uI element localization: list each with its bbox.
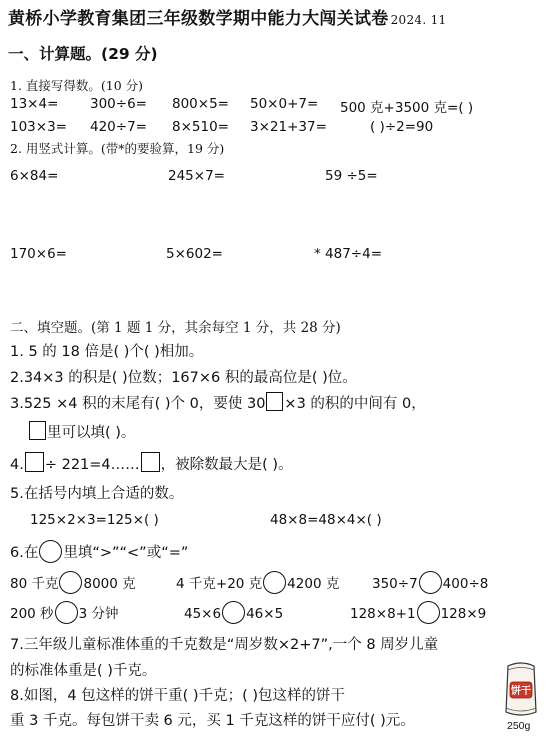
calc-item: 3×21+37=: [250, 119, 327, 135]
vertical-calc-item: 59 ÷5=: [325, 168, 378, 184]
compare-left: 4 千克+20 克: [176, 576, 263, 592]
fill-q1: 1. 5 的 18 倍是( )个( )相加。: [10, 344, 204, 360]
section1-heading: 一、计算题。(29 分): [8, 45, 158, 63]
fill-q4: [10, 452, 293, 474]
q2-label: 2. 用竖式计算。(带*的要验算，19 分): [10, 141, 225, 156]
q1-label: 1. 直接写得数。(10 分): [10, 78, 144, 93]
fill-q3: [10, 392, 426, 413]
compare-right: 4200 克: [287, 576, 340, 592]
compare-left: 45×6: [184, 606, 222, 622]
calc-item: ( )÷2=90: [370, 119, 434, 135]
fill-q5b: 48×8=48×4×( ): [270, 512, 382, 528]
fill-q3-text: 3.525 ×4 积的末尾有( )个 0，要使 30: [10, 396, 266, 412]
fill-q5a: 125×2×3=125×( ): [30, 512, 159, 528]
compare-circle[interactable]: [417, 601, 440, 624]
calc-item: 13×4=: [10, 96, 59, 112]
vertical-calc-item: * 487÷4=: [314, 246, 383, 262]
vertical-calc-item: 170×6=: [10, 246, 67, 262]
vertical-calc-item: 5×602=: [166, 246, 223, 262]
title-text: 黄桥小学教育集团三年级数学期中能力大闯关试卷: [8, 9, 389, 29]
cookie-brand-text: 饼干: [511, 686, 531, 697]
compare-item: [10, 601, 118, 624]
compare-right: 128×9: [440, 606, 487, 622]
compare-item: [176, 571, 339, 594]
compare-left: 200 秒: [10, 606, 54, 622]
calc-item: 50×0+7=: [250, 96, 319, 112]
fill-q6: [10, 540, 188, 563]
answer-box[interactable]: [141, 452, 160, 472]
compare-circle[interactable]: [59, 571, 82, 594]
fill-q3-text: 里可以填( )。: [47, 425, 136, 441]
compare-left: 128×8+1: [350, 606, 416, 622]
fill-q4-text: 4.: [10, 457, 24, 473]
section2-heading: 二、填空题。(第 1 题 1 分，其余每空 1 分，共 28 分): [10, 320, 341, 336]
fill-q7-line2: 的标准体重是( )千克。: [10, 663, 157, 679]
compare-item: [184, 601, 283, 624]
calc-item: 500 克+3500 克=( ): [340, 100, 474, 116]
cookie-package-image: [500, 660, 542, 720]
compare-item: [10, 571, 136, 594]
compare-right: 400÷8: [442, 576, 489, 592]
calc-item: 103×3=: [10, 119, 67, 135]
fill-q5: 5.在括号内填上合适的数。: [10, 486, 184, 502]
answer-box[interactable]: [29, 421, 46, 440]
compare-left: 350÷7: [372, 576, 418, 592]
vertical-calc-item: 6×84=: [10, 168, 59, 184]
compare-circle[interactable]: [419, 571, 442, 594]
calc-item: 800×5=: [172, 96, 229, 112]
compare-circle[interactable]: [263, 571, 286, 594]
compare-right: 8000 克: [83, 576, 136, 592]
compare-circle[interactable]: [222, 601, 245, 624]
calc-item: 420÷7=: [90, 119, 147, 135]
compare-circle[interactable]: [55, 601, 78, 624]
fill-q8-line1: 8.如图，4 包这样的饼干重( )千克；( )包这样的饼干: [10, 688, 346, 704]
exam-title: [8, 4, 446, 29]
title-date: 2024. 11: [390, 13, 447, 27]
calc-item: 8×510=: [172, 119, 229, 135]
compare-right: 3 分钟: [78, 606, 119, 622]
compare-left: 80 千克: [10, 576, 59, 592]
fill-q4-text: ，被除数最大是( )。: [160, 457, 293, 473]
fill-q6-text: 6.在: [10, 545, 39, 561]
fill-q3-line2: [28, 421, 135, 442]
fill-q6-text: 里填“>”“<”或“=”: [63, 545, 189, 561]
compare-item: [372, 571, 488, 594]
answer-box[interactable]: [25, 452, 44, 472]
cookie-weight-label: 250g: [507, 720, 531, 732]
answer-box[interactable]: [266, 392, 283, 411]
calc-item: 300÷6=: [90, 96, 147, 112]
fill-q8-line2: 重 3 千克。每包饼干卖 6 元，买 1 千克这样的饼干应付( )元。: [10, 713, 415, 729]
fill-q4-text: ÷ 221=4……: [44, 457, 140, 473]
compare-right: 46×5: [246, 606, 284, 622]
compare-circle[interactable]: [39, 540, 62, 563]
fill-q7-line1: 7.三年级儿童标准体重的千克数是“周岁数×2+7”,一个 8 周岁儿童: [10, 637, 439, 653]
fill-q2: 2.34×3 的积是( )位数；167×6 积的最高位是( )位。: [10, 370, 357, 386]
compare-item: [350, 601, 486, 624]
fill-q3-text: ×3 的积的中间有 0，: [284, 396, 426, 412]
vertical-calc-item: 245×7=: [168, 168, 225, 184]
